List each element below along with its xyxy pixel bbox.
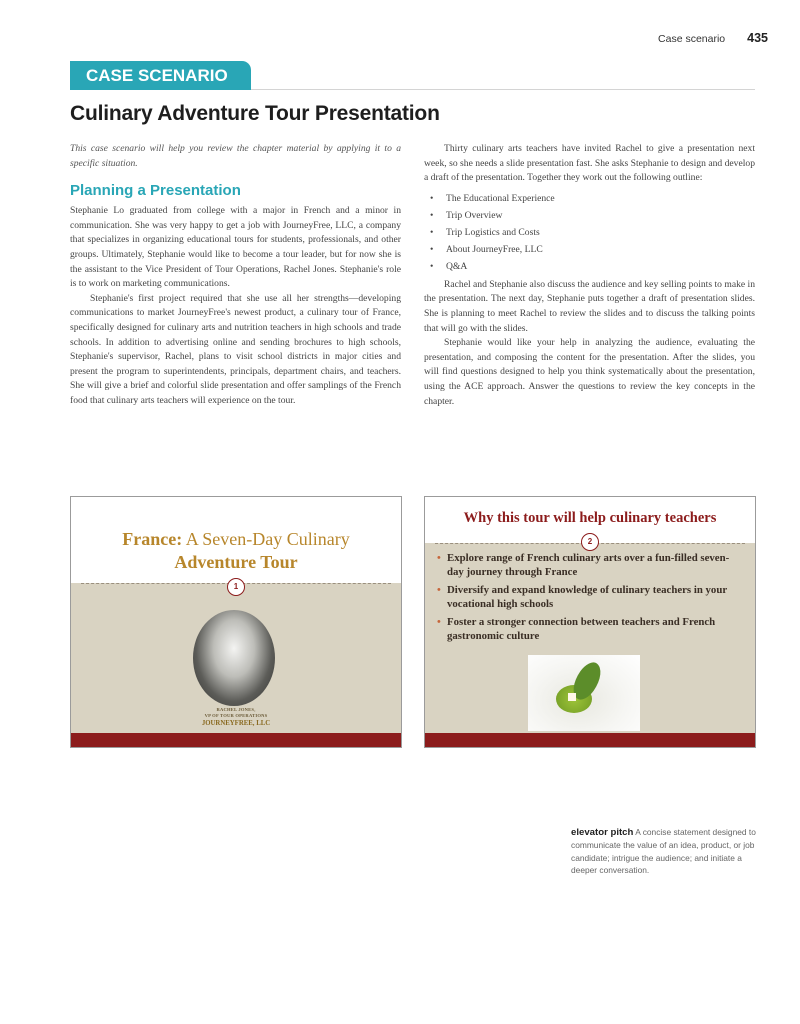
slide-bullet: • Explore range of French culinary arts over a fun-filled seven-day journey through France [437, 551, 741, 579]
left-paragraph: Stephanie's first project required that she use all her strengths—developing communications to market JourneyFree's newest product, a culinary tour of France, specifically designed for culinary arts and nutrition teachers in high schools and trade schools. In addition to advertising online and sending brochures to high schools, Stephanie's supervisor, Rachel, plans to visit school districts in major cities and present the program to superintendents, principals, department chairs, and teachers. She will give a brief and colorful slide presentation and offer samplings of the French food that culinary arts teachers will experience on the tour. [70, 292, 401, 406]
glossary-definition: A concise statement designed to communicate the value of an idea, product, or job candidate; intrigue the audience; and initiate a deeper conversation. [571, 827, 756, 876]
page-title: Culinary Adventure Tour Presentation [70, 102, 440, 125]
case-scenario-banner: CASE SCENARIO [70, 61, 251, 90]
company-name: JOURNEYFREE, LLC [201, 720, 271, 727]
slide-title-bold: France: [122, 529, 183, 549]
intro-text: This case scenario will help you review the chapter material by applying it to a specific situation. [70, 143, 401, 169]
section-subhead: Planning a Presentation [70, 182, 241, 200]
plated-dish-photo [528, 655, 640, 731]
slide-footer-bar [425, 733, 755, 747]
outline-item: • Q&A [430, 258, 755, 275]
page-number: 435 [747, 31, 768, 45]
outline-item: • Trip Overview [430, 207, 755, 224]
garnish-shape [568, 693, 576, 701]
slide-title-line1 [71, 529, 401, 550]
outline-item: • Trip Logistics and Costs [430, 224, 755, 241]
slide-bullet: • Foster a stronger connection between teachers and French gastronomic culture [437, 615, 741, 643]
presenter-role: VP OF TOUR OPERATIONS [204, 712, 268, 718]
callout-marker: 2 [581, 533, 599, 551]
outline-item: • The Educational Experience [430, 190, 755, 207]
presentation-outline [424, 190, 755, 275]
presenter-name: RACHEL JONES, [216, 707, 256, 712]
slide-title-rest: A Seven-Day Culinary [182, 529, 350, 549]
title-slide [70, 496, 402, 748]
left-paragraph: Stephanie Lo graduated from college with a major in French and a minor in communication. She was very happy to get a job with JourneyFree, LLC, a company that specializes in organizing educational tours for students, professionals, and other groups. Ultimately, Stephanie would like to become a tour leader, but for now she is the assistant to the Vice President of Tour Operations, Rachel Jones. Stephanie's role is to work on marketing communications. [70, 205, 401, 290]
left-column [70, 142, 401, 409]
right-paragraph: Stephanie would like your help in analyzing the audience, evaluating the presentation, and composing the content for the presentation. After the slides, you will find questions designed to help you think systematically about the presentation, using the ACE approach. Answer the questions to review the key concepts in the chapter. [424, 337, 755, 407]
running-head [658, 31, 768, 45]
outline-item: • About JourneyFree, LLC [430, 241, 755, 258]
right-paragraph: Thirty culinary arts teachers have invited Rachel to give a presentation next week, so she needs a slide presentation fast. She asks Stephanie to design and develop a draft of the presentation. Together they work out the following outline: [424, 143, 755, 184]
running-head-section: Case scenario [658, 33, 726, 45]
right-paragraph: Rachel and Stephanie also discuss the audience and key selling points to make in the presentation. The next day, Stephanie puts together a draft of presentation slides. She is planning to meet Rachel to review the slides and to discuss the talking points that will go with the slides. [424, 278, 755, 334]
slide-title-line2: Adventure Tour [174, 552, 298, 572]
glossary-term: elevator pitch [571, 827, 634, 838]
slide-bullet: • Diversify and expand knowledge of culinary teachers in your vocational high schools [437, 583, 741, 611]
callout-marker: 1 [227, 578, 245, 596]
glossary-margin-note [571, 826, 757, 877]
right-column [424, 142, 755, 409]
slide-bullets [437, 551, 741, 647]
slide-heading: Why this tour will help culinary teachers [463, 510, 717, 526]
chef-hat-photo [193, 610, 275, 706]
presenter-credit [71, 707, 401, 718]
slide-footer-bar [71, 733, 401, 747]
